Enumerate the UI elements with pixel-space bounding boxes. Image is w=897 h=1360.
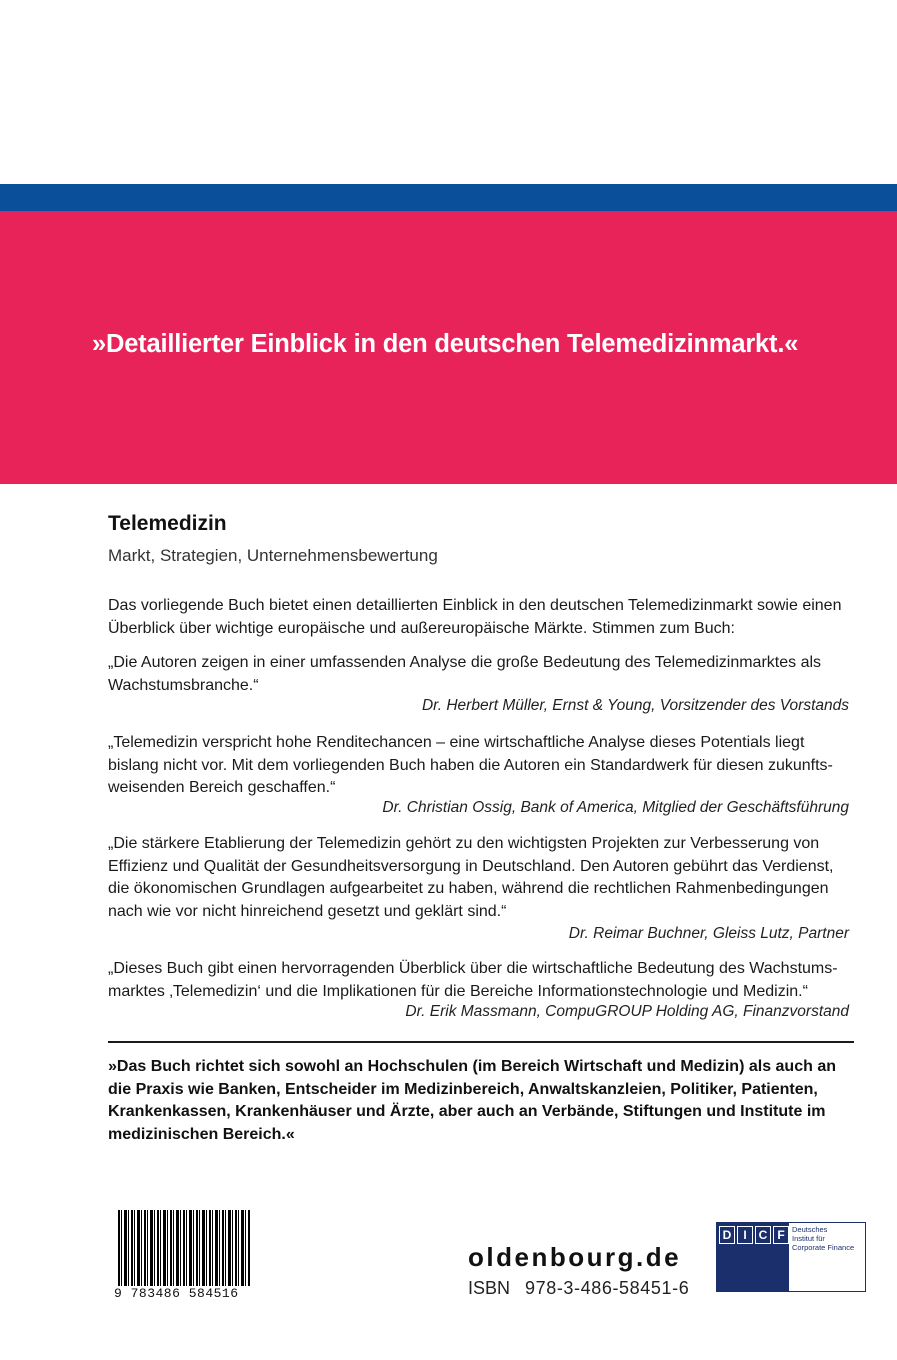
divider-rule (108, 1041, 854, 1043)
isbn-number: 978-3-486-58451-6 (525, 1278, 690, 1298)
book-title: Telemedizin (108, 512, 227, 535)
dicf-letter: C (755, 1226, 771, 1244)
dicf-logo (716, 1222, 866, 1292)
intro-paragraph (108, 595, 853, 640)
tagline: »Detaillierter Einblick in den deutschen Telemedizinmarkt.« (92, 330, 799, 358)
quote-3 (108, 833, 853, 923)
audience-statement: »Das Buch richtet sich sowohl an Hochschulen (im Bereich Wirtschaft und Medizin) als auch an die Praxis wie Banken, Entscheider im Medizinbereich, Anwaltskanzleien, Politiker, Patienten, Krankenkassen, Krankenhäuser und Ärzte, aber auch an Verbände, Stiftungen und Institute im medizinischen Bereich.« (108, 1058, 836, 1143)
barcode (118, 1210, 250, 1286)
top-blue-band (0, 184, 897, 211)
quote-text: „Dieses Buch gibt einen hervorragenden Überblick über die wirtschaftliche Bedeutung des Wachstumsmarktes ‚Telemedizin‘ und die Implikationen für die Bereiche Informationstechnologie und Medizin.“ (108, 960, 838, 1000)
dicf-line: Institut für (792, 1234, 825, 1243)
quote-attribution: Dr. Christian Ossig, Bank of America, Mitglied der Geschäftsführung (382, 799, 849, 816)
dicf-logo-mark (717, 1223, 789, 1291)
dicf-letter: D (719, 1226, 735, 1244)
quote-1 (108, 652, 853, 697)
intro-text: Das vorliegende Buch bietet einen detaillierten Einblick in den deutschen Telemedizinmarkt sowie einen Überblick über wichtige europäische und außereuropäische Märkte. Stimmen zum Buch: (108, 597, 842, 637)
isbn-label: ISBN (468, 1278, 511, 1298)
dicf-line: Deutsches (792, 1225, 828, 1234)
quote-attribution: Dr. Herbert Müller, Ernst & Young, Vorsitzender des Vorstands (421, 697, 849, 714)
quote-attribution: Dr. Erik Massmann, CompuGROUP Holding AG, Finanzvorstand (405, 1003, 849, 1020)
dicf-letter: F (773, 1226, 789, 1244)
quote-text: „Die stärkere Etablierung der Telemedizin gehört zu den wichtigsten Projekten zur Verbesserung von Effizienz und Qualität der Gesundheitsversorgung in Deutschland. Den Autoren gebührt das Verdienst, die ökonomischen Grundlagen aufgearbeitet zu haben, während die rechtlichen Rahmenbedingungen nach wie vor nicht hinreichend gesetzt und geklärt sind.“ (108, 835, 834, 920)
quote-text: „Die Autoren zeigen in einer umfassenden Analyse die große Bedeutung des Telemedizinmarktes als Wachstumsbranche.“ (108, 654, 822, 694)
dicf-line: Corporate Finance (792, 1243, 855, 1252)
quote-4 (108, 958, 853, 1003)
quote-2 (108, 732, 853, 800)
quote-attribution: Dr. Reimar Buchner, Gleiss Lutz, Partner (568, 925, 849, 942)
dicf-logo-text (789, 1223, 865, 1291)
publisher-site: oldenbourg.de (468, 1242, 682, 1272)
barcode-digits: 9 783486 584516 (114, 1286, 239, 1301)
dicf-letter: I (737, 1226, 753, 1244)
book-subtitle: Markt, Strategien, Unternehmensbewertung (108, 546, 438, 565)
quote-text: „Telemedizin verspricht hohe Renditechancen – eine wirtschaftliche Analyse dieses Potentials liegt bislang nicht vor. Mit dem vorliegenden Buch haben die Autoren ein Standardwerk für diesen zukunftsweisenden Bereich geschaffen.“ (108, 734, 833, 796)
